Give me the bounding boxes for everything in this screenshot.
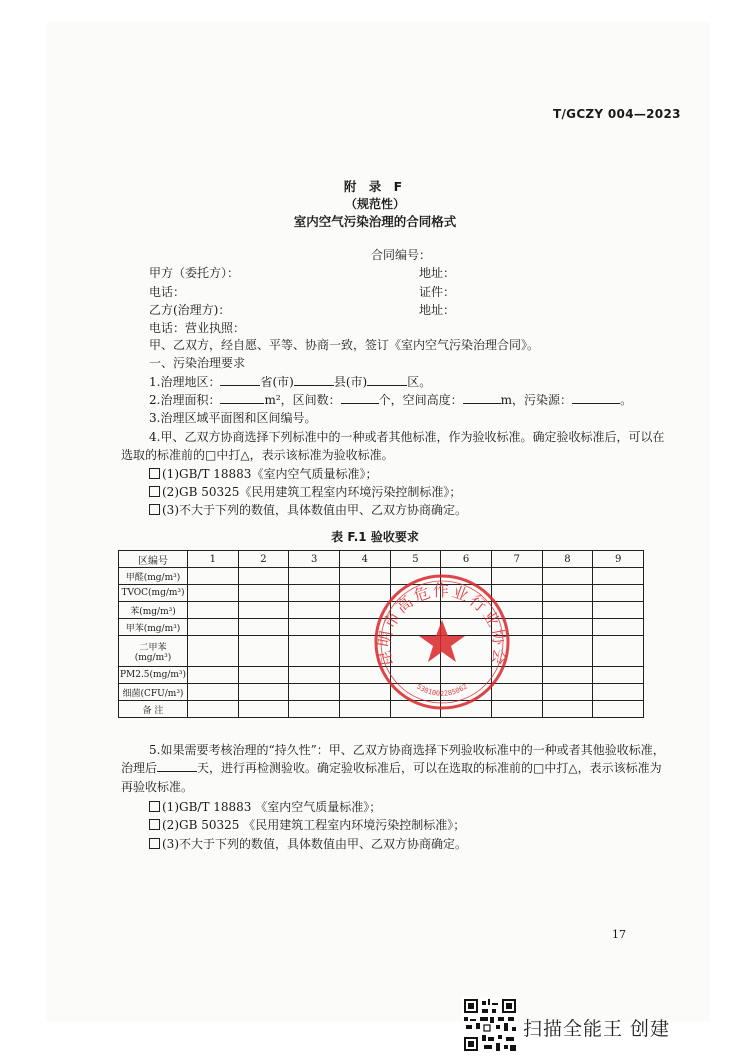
scanner-watermark: 扫描全能王 创建: [523, 1018, 671, 1040]
table-cell[interactable]: [491, 585, 542, 602]
row-label: TVOC(mg/m³): [119, 585, 188, 602]
table-cell[interactable]: [289, 684, 340, 701]
table-cell[interactable]: [491, 619, 542, 636]
appendix-title: 附 录 F: [343, 179, 407, 194]
table-cell[interactable]: [289, 619, 340, 636]
table-cell[interactable]: [390, 619, 441, 636]
table-cell[interactable]: [339, 684, 390, 701]
s5-option-3: [149, 835, 467, 852]
item-2-label: 2.治理面积：: [149, 393, 221, 407]
s5-option-2-text: (2)GB 50325 《民用建筑工程室内环境污染控制标准》；: [162, 818, 466, 832]
row-label: 甲苯(mg/m³): [119, 619, 188, 636]
table-cell[interactable]: [238, 619, 289, 636]
table-cell[interactable]: [593, 619, 644, 636]
s5-option-1-text: (1)GB/T 18883 《室内空气质量标准》；: [162, 800, 382, 814]
table-cell[interactable]: [542, 667, 593, 684]
section-1-heading: 一、污染治理要求: [149, 356, 246, 370]
table-row: [119, 636, 644, 667]
table-cell[interactable]: [542, 585, 593, 602]
table-cell[interactable]: [238, 667, 289, 684]
table-cell[interactable]: [390, 684, 441, 701]
table-cell[interactable]: [441, 602, 492, 619]
party-a-address-label: 地址：: [419, 266, 456, 280]
table-cell[interactable]: [238, 585, 289, 602]
table-cell[interactable]: [390, 602, 441, 619]
item-4-line1: 4.甲、乙双方协商选择下列标准中的一种或者其他标准，作为验收标准。确定验收标准后，可以在: [149, 430, 665, 444]
checkbox-s5-option-3[interactable]: [149, 838, 160, 849]
header-col: 8: [542, 551, 593, 568]
table-cell[interactable]: [491, 701, 542, 718]
header-col: 1: [188, 551, 239, 568]
blank-source: [572, 391, 620, 404]
table-cell[interactable]: [238, 701, 289, 718]
table-cell[interactable]: [238, 602, 289, 619]
table-cell[interactable]: [593, 667, 644, 684]
option-1: [149, 465, 377, 482]
standard-number: T/GCZY 004—2023: [553, 107, 681, 121]
table-cell[interactable]: [593, 568, 644, 585]
row-label: [119, 636, 188, 667]
blank-days: [157, 759, 197, 772]
table-cell[interactable]: [188, 701, 239, 718]
table-cell[interactable]: [441, 585, 492, 602]
row-label-line1: 二甲苯: [139, 642, 167, 653]
table-row: [119, 568, 644, 585]
table-cell[interactable]: [188, 568, 239, 585]
document-page: [46, 22, 710, 1022]
table-cell[interactable]: [188, 602, 239, 619]
row-label: 细菌(CFU/m³): [119, 684, 188, 701]
table-cell[interactable]: [491, 602, 542, 619]
row-label: PM2.5(mg/m³): [119, 667, 188, 684]
table-row: [119, 619, 644, 636]
table-cell[interactable]: [491, 636, 542, 667]
table-cell[interactable]: [289, 701, 340, 718]
party-b-label: 乙方(治理方)：: [149, 303, 231, 317]
seal-text-path: 昆明市高危作业行业协会: [374, 581, 510, 668]
option-3-text: (3)不大于下列的数值，具体数值由甲、乙双方协商确定。: [162, 503, 468, 517]
header-col: 5: [390, 551, 441, 568]
table-cell[interactable]: [542, 636, 593, 667]
table-row: [119, 701, 644, 718]
header-col: 3: [289, 551, 340, 568]
table-cell[interactable]: [542, 602, 593, 619]
item-1-region: [149, 373, 431, 390]
item-2-end: 。: [620, 393, 633, 407]
phone-license-label: 电话：营业执照：: [149, 321, 246, 335]
contract-intro: 甲、乙双方，经自愿、平等、协商一致，签订《室内空气污染治理合同》。: [149, 338, 540, 352]
table-cell[interactable]: [289, 602, 340, 619]
table-cell[interactable]: [390, 701, 441, 718]
table-header-row: [119, 551, 644, 568]
blank-rooms: [341, 391, 379, 404]
table-cell[interactable]: [441, 667, 492, 684]
item-1-district: 区。: [407, 375, 432, 389]
row-label: 甲醛(mg/m³): [119, 568, 188, 585]
item-2-source: m，污染源：: [500, 393, 573, 407]
header-col: 7: [491, 551, 542, 568]
table-cell[interactable]: [188, 585, 239, 602]
table-cell[interactable]: [542, 568, 593, 585]
table-cell[interactable]: [542, 701, 593, 718]
table-cell[interactable]: [542, 619, 593, 636]
table-cell[interactable]: [339, 585, 390, 602]
table-cell[interactable]: [339, 701, 390, 718]
table-cell[interactable]: [593, 585, 644, 602]
item-2-rooms: m²，区间数：: [264, 393, 341, 407]
table-cell[interactable]: [289, 667, 340, 684]
table-cell[interactable]: [188, 667, 239, 684]
table-cell[interactable]: [188, 684, 239, 701]
header-col: 9: [593, 551, 644, 568]
table-cell[interactable]: [188, 619, 239, 636]
checkbox-option-2[interactable]: [149, 486, 160, 497]
table-cell[interactable]: [390, 636, 441, 667]
row-label: 备 注: [119, 701, 188, 718]
option-3: [149, 501, 467, 518]
blank-height: [463, 391, 501, 404]
phone-label: 电话：: [149, 285, 186, 299]
header-col: 6: [441, 551, 492, 568]
table-cell[interactable]: [593, 684, 644, 701]
table-cell[interactable]: [542, 684, 593, 701]
header-col: 2: [238, 551, 289, 568]
table-cell[interactable]: [188, 636, 239, 667]
table-cell[interactable]: [339, 619, 390, 636]
section-5-line3: 再验收标准。: [121, 780, 194, 794]
table-row: [119, 585, 644, 602]
option-2-text: (2)GB 50325《民用建筑工程室内环境污染控制标准》；: [162, 485, 462, 499]
contract-no-label: 合同编号：: [371, 248, 432, 262]
table-cell[interactable]: [339, 636, 390, 667]
table-cell[interactable]: [289, 636, 340, 667]
item-3: 3.治理区域平面图和区间编号。: [149, 411, 317, 425]
blank-province: [220, 373, 260, 386]
header-zone-label: 区编号: [119, 551, 188, 568]
s5-option-1: [149, 798, 381, 815]
appendix-name: 室内空气污染治理的合同格式: [293, 214, 457, 229]
table-cell[interactable]: [238, 568, 289, 585]
acceptance-table: [118, 550, 644, 718]
appendix-nature: （规范性）: [344, 197, 405, 211]
table-cell[interactable]: [339, 602, 390, 619]
table-cell[interactable]: [441, 684, 492, 701]
blank-area: [220, 391, 264, 404]
table-cell[interactable]: [390, 667, 441, 684]
option-2: [149, 483, 461, 500]
table-cell[interactable]: [441, 619, 492, 636]
checkbox-option-3[interactable]: [149, 504, 160, 515]
table-cell[interactable]: [238, 636, 289, 667]
table-cell[interactable]: [390, 568, 441, 585]
option-1-text: (1)GB/T 18883《室内空气质量标准》；: [162, 467, 378, 481]
cert-label: 证件：: [419, 285, 456, 299]
table-cell[interactable]: [441, 701, 492, 718]
section-5-line2-b: 天，进行再检测验收。确定验收标准后，可以在选取的标准前的□中打△，表示该标准为: [197, 761, 662, 775]
table-caption: 表 F.1 验收要求: [331, 530, 419, 544]
blank-county: [294, 373, 334, 386]
section-5-line2: [121, 759, 662, 776]
table-row: [119, 667, 644, 684]
header-col: 4: [339, 551, 390, 568]
table-row: [119, 684, 644, 701]
item-1-province: 省(市): [260, 375, 294, 389]
table-cell[interactable]: [238, 684, 289, 701]
table-cell[interactable]: [289, 585, 340, 602]
s5-option-3-text: (3)不大于下列的数值，具体数值由甲、乙双方协商确定。: [162, 837, 468, 851]
section-5-line2-a: 治理后: [121, 761, 158, 775]
item-2-area: [149, 391, 632, 408]
table-cell[interactable]: [441, 636, 492, 667]
seal-number-path: 5301002285062: [415, 682, 469, 698]
table-cell[interactable]: [491, 568, 542, 585]
row-label-line2: (mg/m³): [134, 652, 172, 663]
table-cell[interactable]: [593, 701, 644, 718]
party-a-label: 甲方（委托方）：: [149, 266, 240, 280]
party-b-address-label: 地址：: [419, 303, 456, 317]
table-cell[interactable]: [593, 636, 644, 667]
item-1-label: 1.治理地区：: [149, 375, 221, 389]
section-5-line1: 5.如果需要考核治理的“持久性”：甲、乙双方协商选择下列验收标准中的一种或者其他验收标准，: [149, 743, 665, 757]
table-cell[interactable]: [289, 568, 340, 585]
item-4-line2: 选取的标准前的□中打△，表示该标准为验收标准。: [121, 448, 394, 462]
table-row: [119, 602, 644, 619]
qr-code-icon: [462, 997, 518, 1053]
item-1-county: 县(市): [333, 375, 368, 389]
checkbox-s5-option-2[interactable]: [149, 819, 160, 830]
blank-district: [367, 373, 407, 386]
row-label: 苯(mg/m³): [119, 602, 188, 619]
checkbox-s5-option-1[interactable]: [149, 801, 160, 812]
checkbox-option-1[interactable]: [149, 468, 160, 479]
table-cell[interactable]: [339, 667, 390, 684]
page-number: 17: [612, 928, 626, 941]
table-cell[interactable]: [491, 667, 542, 684]
table-cell[interactable]: [339, 568, 390, 585]
s5-option-2: [149, 816, 465, 833]
table-cell[interactable]: [441, 568, 492, 585]
table-cell[interactable]: [491, 684, 542, 701]
item-2-height: 个，空间高度：: [378, 393, 463, 407]
table-cell[interactable]: [593, 602, 644, 619]
table-cell[interactable]: [390, 585, 441, 602]
